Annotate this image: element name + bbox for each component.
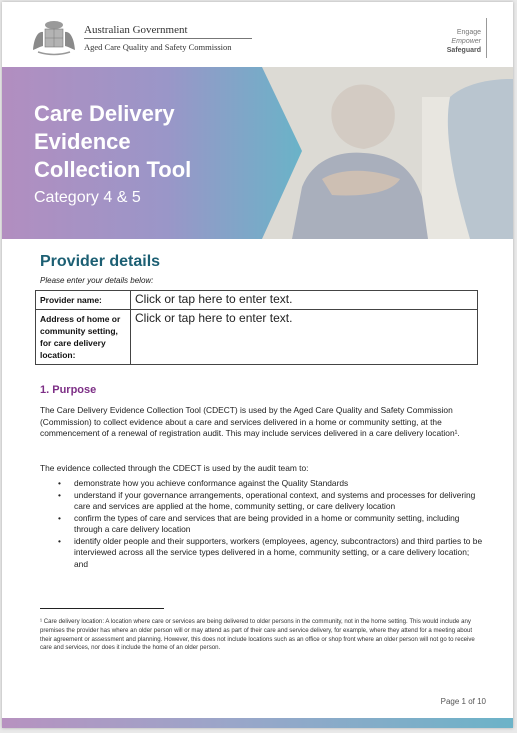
footnote-divider (40, 608, 164, 609)
list-item (58, 535, 483, 571)
tagline-word: Safeguard (446, 47, 481, 54)
list-item-text: confirm the types of care and services that are being provided in a home or community setting, including through a care delivery location (74, 512, 460, 534)
provider-details-table (35, 290, 478, 365)
provider-details-heading: Provider details (40, 253, 161, 270)
purpose-paragraph: The evidence collected through the CDECT is used by the audit team to: (40, 463, 309, 473)
footer-gradient-bar (2, 718, 513, 728)
purpose-paragraph: The Care Delivery Evidence Collection Tool (CDECT) is used by the Aged Care Quality and Safety Commission (Commission) to collect evidence about a care and services delivered in a home or community setting, at the commencement of a renewal of registration audit. This may include services delivered in a care delivery location¹. (40, 405, 460, 438)
list-item-text: demonstrate how you achieve conformance against the Quality Standards (74, 478, 349, 488)
document-subtitle: Category 4 & 5 (34, 189, 141, 206)
title-line: Care Delivery (34, 101, 175, 126)
header-divider (84, 38, 252, 39)
purpose-bullet-list (40, 478, 483, 570)
government-name: Australian Government (84, 24, 188, 36)
commission-name: Aged Care Quality and Safety Commission (84, 42, 232, 52)
address-label: Address of home or community setting, for care delivery location: (36, 310, 131, 365)
provider-name-field[interactable]: Click or tap here to enter text. (131, 291, 478, 310)
table-row (36, 310, 478, 365)
list-item (58, 489, 483, 513)
list-item (58, 512, 483, 536)
tagline-word: Engage (456, 29, 481, 36)
tagline-divider (486, 18, 487, 58)
footnote: ¹ Care delivery location: A location where care or services are being delivered to older persons in the community, not in the home setting. This would include any premises the provider has where an older person will or may attend as part of their care and service delivery, for example, where they attend for a meeting about their agreement or assessment and planning. However, this does not include locations such as an office or shop front where an older person will not go to receive care and services, nor does it include the home of an older person. (40, 618, 475, 652)
document-page (2, 2, 513, 728)
tagline-word: Empower (451, 38, 481, 45)
page-number: Page 1 of 10 (440, 697, 486, 706)
provider-prompt: Please enter your details below: (40, 276, 154, 285)
table-row (36, 291, 478, 310)
address-field[interactable]: Click or tap here to enter text. (131, 310, 478, 365)
title-line: Evidence (34, 129, 131, 154)
bullet-icon: • (58, 535, 61, 546)
list-item-text: understand if your governance arrangements, operational context, and systems and processes for delivering care and services are applied at the home, community setting, or care delivery location (74, 489, 476, 511)
bullet-icon: • (58, 478, 61, 488)
document-title (34, 100, 274, 184)
title-line: Collection Tool (34, 157, 192, 182)
purpose-heading: 1. Purpose (40, 384, 97, 396)
page-header (2, 2, 513, 66)
tagline (447, 28, 481, 55)
list-item-text: identify older people and their supporters, workers (employees, agency, subcontractors) and third parties to be interviewed across all the service types delivered in a home, community setting, or a care delivery location; and (74, 535, 483, 569)
bullet-icon: • (58, 489, 61, 500)
list-item (58, 478, 483, 490)
provider-name-label: Provider name: (36, 291, 131, 310)
coat-of-arms-logo (28, 16, 80, 58)
bullet-icon: • (58, 512, 61, 523)
